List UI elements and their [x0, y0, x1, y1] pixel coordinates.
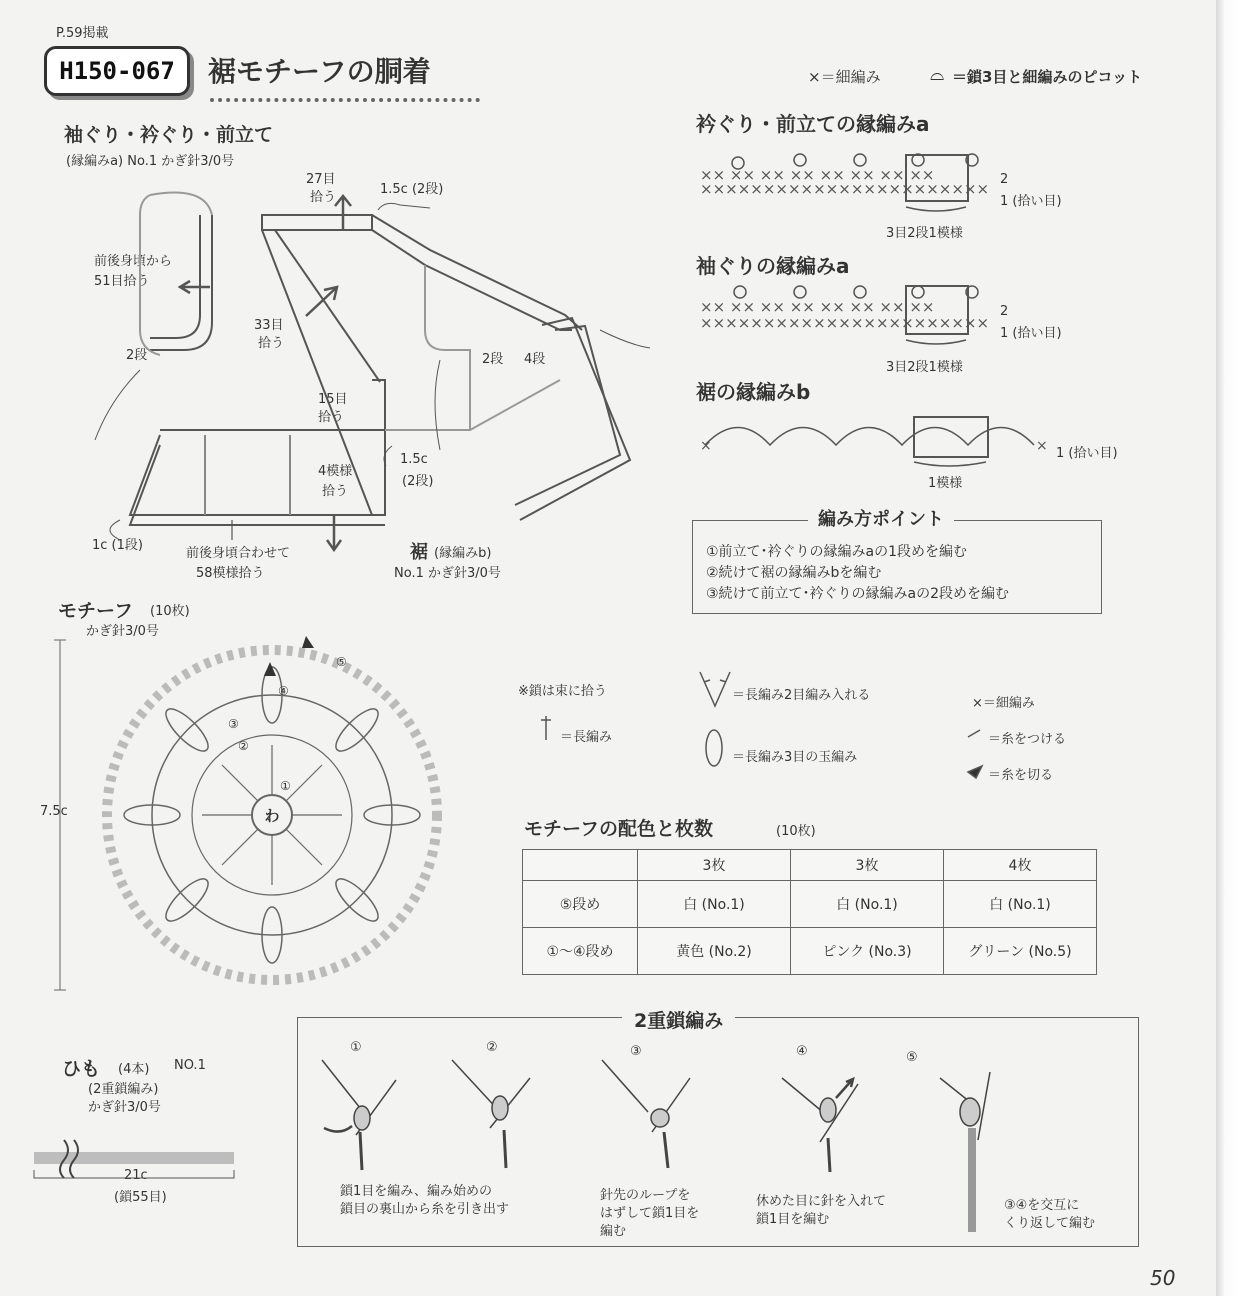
caption-1a: 鎖1目を編み、編み始めの [340, 1184, 493, 1199]
book-spine [1216, 0, 1238, 1296]
edging-a-repeat: 3目2段1模様 [886, 226, 963, 241]
label-left-2dan: 2段 [126, 348, 148, 363]
title-underline [210, 98, 480, 102]
table-cell: ⑤段め [523, 881, 638, 928]
motif-title: モチーフ [58, 600, 134, 622]
label-hem-hook: No.1 かぎ針3/0号 [394, 566, 501, 581]
svg-text:×× ×× ×× ×× ×× ×× ×× ××: ×× ×× ×× ×× ×× ×× ×× ×× [700, 166, 935, 184]
cord-yarn: NO.1 [174, 1058, 206, 1073]
svg-text:×××××××××××××××××××××××: ××××××××××××××××××××××× [700, 180, 990, 198]
point-2: ②続けて裾の縁編みbを編む [706, 565, 882, 581]
symbol-dc2inc: ＝長編み2目編み入れる [732, 688, 871, 703]
round-3-marker: ③ [228, 717, 239, 731]
label-15c-top: 1.5c (2段) [380, 182, 444, 197]
schematic-subheading: (縁編みa) No.1 かぎ針3/0号 [66, 154, 235, 169]
caption-4b: 鎖1目を編む [756, 1212, 830, 1227]
round-5-marker: ⑤ [336, 655, 347, 669]
edging-b-title: 裾の縁編みb [696, 380, 811, 404]
sleeve-edging-title: 袖ぐりの縁編みa [696, 254, 850, 278]
caption-3b: はずして鎖1目を [600, 1206, 700, 1221]
round-2-marker: ② [238, 739, 249, 753]
page-number: 50 [1150, 1266, 1176, 1290]
color-table-title: モチーフの配色と枚数 [524, 818, 714, 840]
label-15c-mid: 1.5c [400, 452, 428, 467]
table-row [523, 928, 1097, 975]
cord-hook: かぎ針3/0号 [88, 1100, 161, 1115]
label-right-2dan: 2段 [482, 352, 504, 367]
caption-4a: 休めた目に針を入れて [756, 1194, 887, 1209]
color-table [522, 849, 1097, 975]
label-left-pick-b: 51目拾う [94, 274, 150, 289]
legend-sc: ×＝細編み [808, 68, 881, 86]
label-33: 33目 [254, 318, 284, 333]
caption-5b: くり返して編む [1004, 1216, 1096, 1231]
cord-length: 21c [124, 1168, 148, 1183]
label-15: 15目 [318, 392, 348, 407]
pattern-code-badge: H150-067 [44, 46, 190, 96]
label-2dan-mid: (2段) [402, 474, 434, 489]
table-cell: 白 (No.1) [638, 881, 791, 928]
svg-text:×× ×× ×× ×× ×× ×× ×× ××: ×× ×× ×× ×× ×× ×× ×× ×× [700, 298, 935, 316]
legend-picot: ＝鎖3目と細編みのピコット [952, 68, 1143, 86]
header-cell: 3枚 [638, 850, 791, 881]
table-cell: 白 (No.1) [791, 881, 944, 928]
label-15-pick: 拾う [318, 410, 345, 425]
edging-a-row1: 1 (拾い目) [1000, 194, 1062, 209]
caption-3a: 針先のループを [600, 1188, 691, 1203]
round-1-marker: ① [280, 779, 291, 793]
header-cell: 4枚 [944, 850, 1097, 881]
cord-method: (2重鎖編み) [88, 1082, 159, 1097]
sleeve-row1: 1 (拾い目) [1000, 326, 1062, 341]
label-hem-sub: (縁編みb) [434, 546, 492, 561]
cord-count: (4本) [118, 1062, 150, 1077]
label-1c: 1c (1段) [92, 538, 143, 553]
svg-text:×××××××××××××××××××××××: ××××××××××××××××××××××× [700, 314, 990, 332]
symbol-cut: ＝糸を切る [988, 768, 1054, 783]
caption-3c: 編む [600, 1224, 627, 1239]
table-cell: ピンク (No.3) [791, 928, 944, 975]
motif-hook: かぎ針3/0号 [86, 624, 159, 639]
table-cell: 黄色 (No.2) [638, 928, 791, 975]
note-chain: ※鎖は束に拾う [518, 684, 607, 699]
label-27-pick: 拾う [310, 190, 337, 205]
schematic-heading: 袖ぐり・衿ぐり・前立て [64, 124, 274, 146]
symbol-sc: ×＝細編み [972, 696, 1035, 711]
label-left-pick-a: 前後身頃から [94, 254, 173, 269]
picot-icon: ⌓ [930, 64, 945, 85]
page-title: 裾モチーフの胴着 [208, 55, 431, 88]
motif-center-label: わ [264, 807, 280, 825]
step-1-marker: ① [350, 1040, 362, 1055]
sleeve-row2: 2 [1000, 304, 1009, 319]
cord-chains: (鎖55目) [114, 1190, 167, 1205]
label-4pat-pick: 拾う [322, 484, 349, 499]
motif-count: (10枚) [150, 604, 190, 619]
step-5-marker: ⑤ [906, 1050, 918, 1065]
label-hem: 裾 [410, 542, 428, 563]
symbol-dc: ＝長編み [560, 730, 613, 745]
color-table-count: (10枚) [776, 824, 816, 839]
points-title: 編み方ポイント [808, 505, 954, 531]
label-27: 27目 [306, 172, 336, 187]
sleeve-repeat: 3目2段1模様 [886, 360, 963, 375]
table-header-row [523, 850, 1097, 881]
motif-size: 7.5c [40, 804, 68, 819]
header-cell: 3枚 [791, 850, 944, 881]
edging-a-row2: 2 [1000, 172, 1009, 187]
double-chain-title: 2重鎖編み [622, 1006, 735, 1033]
round-4-marker: ④ [278, 684, 289, 698]
caption-1b: 鎖目の裏山から糸を引き出す [340, 1202, 510, 1217]
cord-title: ひも [62, 1058, 101, 1080]
caption-5a: ③④を交互に [1004, 1198, 1080, 1213]
svg-text:×: × [700, 438, 712, 454]
label-bottom-pick-a: 前後身頃合わせて [186, 546, 291, 561]
symbol-bobble: ＝長編み3目の玉編み [732, 750, 858, 765]
step-3-marker: ③ [630, 1044, 642, 1059]
point-1: ①前立て･衿ぐりの縁編みaの1段めを編む [706, 544, 968, 560]
label-33-pick: 拾う [258, 336, 285, 351]
label-bottom-pick-b: 58模様拾う [196, 566, 265, 581]
edging-b-repeat: 1模様 [928, 476, 963, 491]
table-cell: 白 (No.1) [944, 881, 1097, 928]
symbol-join: ＝糸をつける [988, 732, 1067, 747]
label-4pat: 4模様 [318, 464, 353, 479]
table-cell: ①〜④段め [523, 928, 638, 975]
svg-text:×: × [1036, 438, 1048, 454]
table-cell: グリーン (No.5) [944, 928, 1097, 975]
step-2-marker: ② [486, 1040, 498, 1055]
table-row [523, 881, 1097, 928]
label-right-4dan: 4段 [524, 352, 546, 367]
header-cell [523, 850, 638, 881]
point-3: ③続けて前立て･衿ぐりの縁編みaの2段めを編む [706, 586, 1010, 602]
edging-b-row1: 1 (拾い目) [1056, 446, 1118, 461]
step-4-marker: ④ [796, 1044, 808, 1059]
edging-a-title: 衿ぐり・前立ての縁編みa [696, 112, 930, 136]
source-ref: P.59掲載 [56, 26, 109, 41]
